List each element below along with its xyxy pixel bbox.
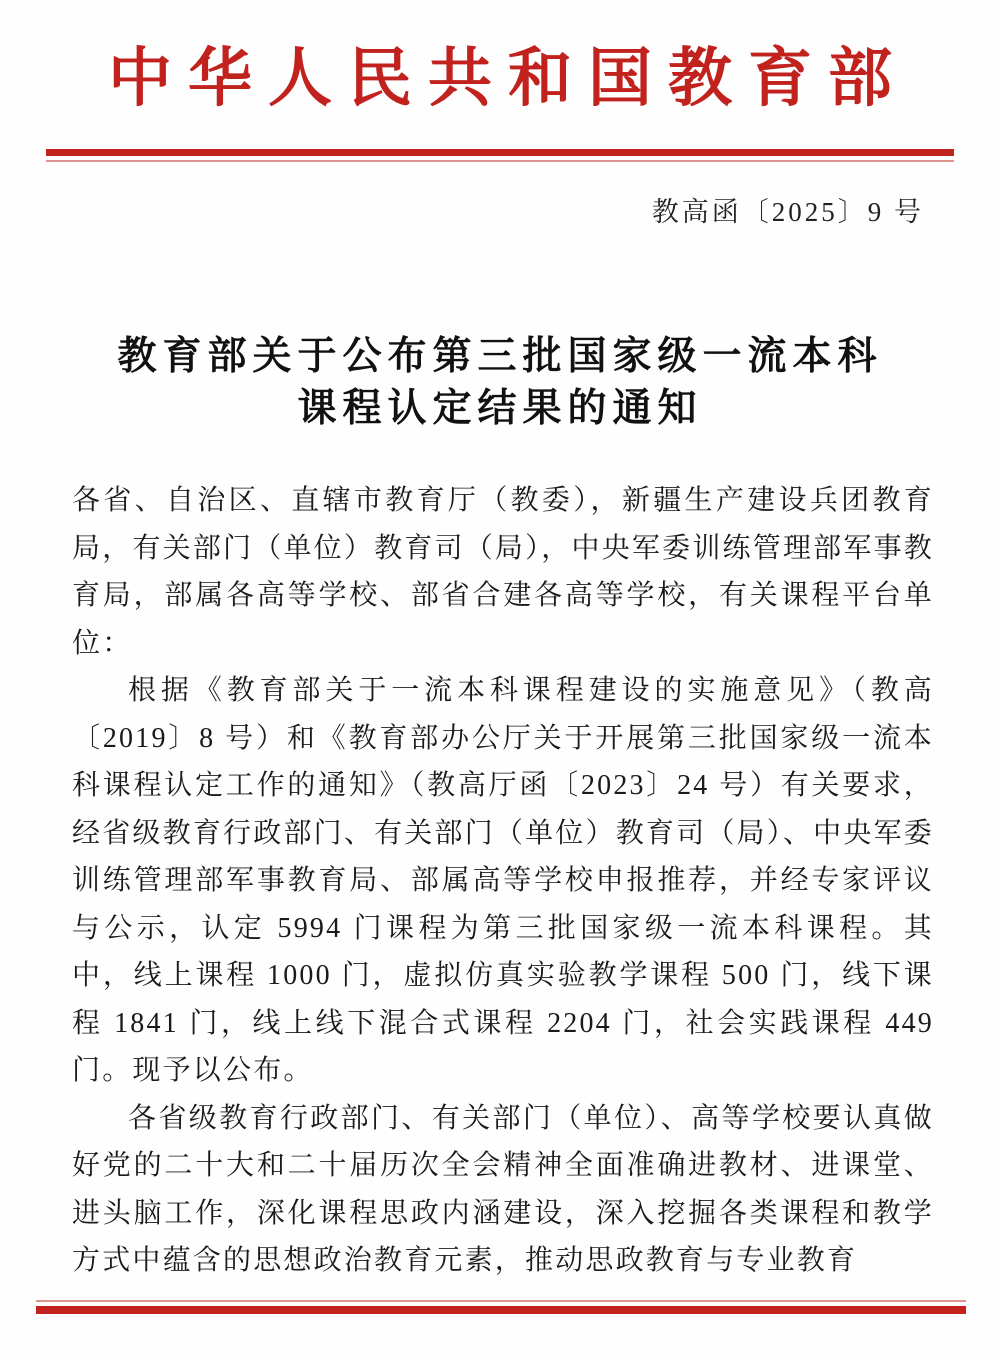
body-paragraph-2: 各省级教育行政部门、有关部门（单位）、高等学校要认真做好党的二十大和二十届历次全会精神全面准确进教材、进课堂、进头脑工作，深化课程思政内涵建设，深入挖掘各类课程和教学方式中蕴含的思想政治教育元素，推动思政教育与专业教育 xyxy=(72,1102,934,1276)
footer-rule xyxy=(36,1300,966,1314)
body-paragraph-1: 根据《教育部关于一流本科课程建设的实施意见》（教高〔2019〕8 号）和《教育部办公厅关于开展第三批国家级一流本科课程认定工作的通知》（教高厅函〔2023〕24 号）有关要求，经省级教育行政部门、有关部门（单位）教育司（局）、中央军委训练管理部军事教育局、部属高等学校申报推荐，并经专家评议与公示，认定 5994 门课程为第三批国家级一流本科课程。其中，线上课程 1000 门，虚拟仿真实验教学课程 500 门，线下课程 1841 门，线上线下混合式课程 2204 门，社会实践课程 449 门。现予以公布。 xyxy=(72,675,934,1086)
agency-header: 中华人民共和国教育部 xyxy=(108,43,908,114)
header-rule-thick-line xyxy=(46,149,954,156)
document-title xyxy=(0,331,1000,435)
footer-rule-thin-line xyxy=(36,1300,966,1302)
document-body xyxy=(72,477,934,1285)
footer-rule-thick-line xyxy=(36,1306,966,1314)
header-rule xyxy=(46,149,954,162)
salutation-paragraph: 各省、自治区、直辖市教育厅（教委），新疆生产建设兵团教育局，有关部门（单位）教育司（局），中央军委训练管理部军事教育局，部属各高等学校、部省合建各高等学校，有关课程平台单位： xyxy=(72,485,934,659)
header-rule-thin-line xyxy=(46,160,954,162)
doc-number: 教高函〔2025〕9 号 xyxy=(651,197,924,227)
title-line-2: 课程认定结果的通知 xyxy=(297,387,703,430)
title-line-1: 教育部关于公布第三批国家级一流本科 xyxy=(117,335,883,378)
